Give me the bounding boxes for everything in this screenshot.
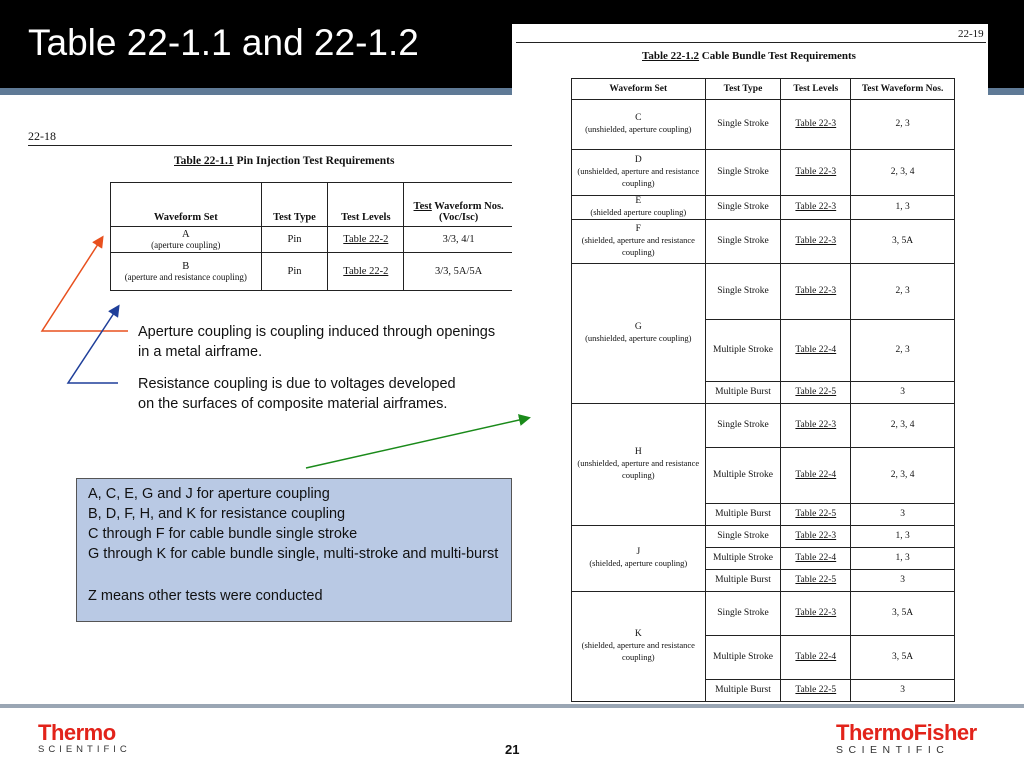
waveform-set-cell: [572, 220, 706, 264]
waveform-cell: 3, 5A: [851, 592, 955, 636]
set-desc: (shielded, aperture coupling): [589, 558, 688, 568]
cable-bundle-table-body: [572, 100, 955, 702]
set-letter: A: [181, 228, 190, 240]
left-page-number: 22-18: [28, 129, 56, 143]
table-header-row: [111, 183, 514, 227]
set-letter: D: [634, 155, 642, 165]
col-voc-isc: (Voc/Isc): [438, 212, 479, 223]
test-levels-cell: Table 22-3: [781, 220, 851, 264]
table-row: [572, 592, 955, 636]
thermofisher-scientific-logo: [836, 722, 977, 756]
test-levels-cell: Table 22-4: [781, 320, 851, 382]
waveform-cell: 3: [851, 680, 955, 702]
table-22-1-1-ref: Table 22-1.1: [174, 155, 234, 167]
table-row: [572, 264, 955, 320]
logo-left-sub: SCIENTIFIC: [38, 744, 131, 755]
test-type-cell: Single Stroke: [705, 196, 781, 220]
slide-title: Table 22-1.1 and 22-1.2: [28, 22, 419, 63]
test-levels-cell: Table 22-3: [781, 150, 851, 196]
col-test-waveform-nos: Test Waveform Nos.: [851, 79, 955, 100]
waveform-set-cell: [572, 264, 706, 404]
waveform-set-cell: [572, 592, 706, 702]
set-desc: (unshielded, aperture and resistance coupling): [577, 166, 700, 188]
table-row: [572, 404, 955, 448]
test-type-cell: Single Stroke: [705, 100, 781, 150]
waveform-set-cell: [111, 227, 262, 253]
col-test-type: Test Type: [261, 183, 328, 227]
set-letter: J: [636, 547, 641, 557]
set-desc: (shielded, aperture and resistance coupling): [581, 640, 695, 662]
test-type-cell: Single Stroke: [705, 150, 781, 196]
col-waveform-nos-word: Waveform Nos.: [431, 201, 504, 212]
waveform-set-cell: [572, 100, 706, 150]
test-levels-cell: Table 22-5: [781, 680, 851, 702]
set-desc: (unshielded, aperture coupling): [585, 124, 692, 134]
table-row: [572, 526, 955, 548]
waveform-cell: 2, 3: [851, 320, 955, 382]
right-page-number: 22-19: [958, 28, 984, 40]
legend-line: A, C, E, G and J for aperture coupling: [88, 486, 330, 502]
col-waveform-set: Waveform Set: [572, 79, 706, 100]
waveform-cell: 3/3, 5A/5A: [404, 253, 514, 291]
legend-line: G through K for cable bundle single, multi-stroke and multi-burst: [88, 546, 499, 562]
logo-right-sub: SCIENTIFIC: [836, 744, 950, 756]
logo-left-brand: Thermo: [38, 720, 116, 745]
waveform-cell: 3, 5A: [851, 220, 955, 264]
test-type-cell: Single Stroke: [705, 404, 781, 448]
test-type-cell: Multiple Stroke: [705, 636, 781, 680]
waveform-cell: 2, 3: [851, 264, 955, 320]
set-desc: (shielded aperture coupling): [590, 207, 687, 217]
set-letter: B: [182, 260, 190, 272]
set-desc: (unshielded, aperture coupling): [585, 333, 692, 343]
test-levels-cell: Table 22-3: [781, 196, 851, 220]
waveform-set-cell: [111, 253, 262, 291]
right-page-rule: [516, 42, 986, 43]
waveform-cell: 3: [851, 504, 955, 526]
waveform-cell: 2, 3: [851, 100, 955, 150]
waveform-cell: 3/3, 4/1: [404, 227, 514, 253]
col-test-levels: Test Levels: [328, 183, 404, 227]
waveform-cell: 1, 3: [851, 548, 955, 570]
waveform-set-cell: [572, 404, 706, 526]
test-type-cell: Single Stroke: [705, 220, 781, 264]
waveform-set-cell: [572, 196, 706, 220]
table-22-1-2-title-rest: Cable Bundle Test Requirements: [699, 50, 856, 62]
waveform-cell: 3: [851, 382, 955, 404]
table-row: [572, 196, 955, 220]
table-row: [111, 253, 514, 291]
test-levels-cell: Table 22-4: [781, 636, 851, 680]
test-type-cell: Multiple Stroke: [705, 548, 781, 570]
test-levels-cell: Table 22-4: [781, 448, 851, 504]
test-levels-cell: Table 22-2: [328, 253, 404, 291]
col-test-levels: Test Levels: [781, 79, 851, 100]
table-header-row: [572, 79, 955, 100]
test-type-cell: Pin: [261, 227, 328, 253]
legend-arrow: [306, 418, 528, 468]
table-row: [572, 220, 955, 264]
table-22-1-2-ref: Table 22-1.2: [642, 50, 700, 62]
waveform-cell: 2, 3, 4: [851, 448, 955, 504]
logo-right-brand: ThermoFisher: [836, 720, 977, 745]
test-type-cell: Multiple Stroke: [705, 448, 781, 504]
test-levels-cell: Table 22-2: [328, 227, 404, 253]
set-desc: (aperture and resistance coupling): [124, 271, 247, 282]
legend-line: Z means other tests were conducted: [88, 588, 323, 604]
test-levels-cell: Table 22-5: [781, 382, 851, 404]
left-page-rule: [28, 145, 512, 146]
test-type-cell: Multiple Burst: [705, 382, 781, 404]
col-test-word: Test: [413, 201, 432, 212]
test-levels-cell: Table 22-3: [781, 592, 851, 636]
waveform-set-cell: [572, 526, 706, 592]
legend-line: B, D, F, H, and K for resistance coupling: [88, 506, 346, 522]
test-type-cell: Single Stroke: [705, 526, 781, 548]
resistance-coupling-note: Resistance coupling is due to voltages developed on the surfaces of composite material airframes.: [138, 376, 456, 412]
test-type-cell: Pin: [261, 253, 328, 291]
col-test-type: Test Type: [705, 79, 781, 100]
aperture-coupling-note: Aperture coupling is coupling induced through openings in a metal airframe.: [138, 324, 496, 360]
test-levels-cell: Table 22-3: [781, 264, 851, 320]
waveform-set-cell: [572, 150, 706, 196]
set-desc: (aperture coupling): [151, 239, 221, 250]
table-row: [111, 227, 514, 253]
test-levels-cell: Table 22-3: [781, 526, 851, 548]
test-type-cell: Multiple Burst: [705, 504, 781, 526]
resistance-arrow: [68, 307, 118, 383]
table-row: [572, 100, 955, 150]
table-22-1-1-title-rest: Pin Injection Test Requirements: [233, 155, 395, 167]
set-letter: F: [635, 224, 641, 234]
test-type-cell: Multiple Burst: [705, 680, 781, 702]
footer-rule: [0, 704, 1024, 708]
test-levels-cell: Table 22-3: [781, 100, 851, 150]
table-22-1-2-title: [642, 50, 856, 62]
set-desc: (shielded, aperture and resistance coupling): [581, 235, 695, 257]
pin-injection-table: [110, 182, 514, 291]
table-row: [572, 150, 955, 196]
waveform-cell: 1, 3: [851, 196, 955, 220]
waveform-cell: 2, 3, 4: [851, 150, 955, 196]
test-levels-cell: Table 22-5: [781, 570, 851, 592]
set-letter: C: [635, 113, 642, 123]
set-letter: E: [635, 196, 642, 206]
col-waveform-set: Waveform Set: [111, 183, 262, 227]
waveform-cell: 1, 3: [851, 526, 955, 548]
waveform-cell: 2, 3, 4: [851, 404, 955, 448]
set-desc: (unshielded, aperture and resistance coupling): [577, 458, 700, 480]
slide-number: 21: [505, 742, 520, 757]
waveform-cell: 3: [851, 570, 955, 592]
waveform-cell: 3, 5A: [851, 636, 955, 680]
thermo-scientific-logo: [38, 722, 131, 755]
test-levels-cell: Table 22-4: [781, 548, 851, 570]
table-22-1-1-title: [174, 155, 394, 167]
set-letter: K: [634, 629, 642, 639]
set-letter: G: [634, 322, 642, 332]
set-letter: H: [634, 447, 642, 457]
legend-line: C through F for cable bundle single stroke: [88, 526, 358, 542]
test-levels-cell: Table 22-5: [781, 504, 851, 526]
test-levels-cell: Table 22-3: [781, 404, 851, 448]
cable-bundle-table: [571, 78, 955, 702]
test-type-cell: Multiple Burst: [705, 570, 781, 592]
test-type-cell: Single Stroke: [705, 592, 781, 636]
test-type-cell: Multiple Stroke: [705, 320, 781, 382]
test-type-cell: Single Stroke: [705, 264, 781, 320]
col-test-waveform-nos: [404, 183, 514, 227]
